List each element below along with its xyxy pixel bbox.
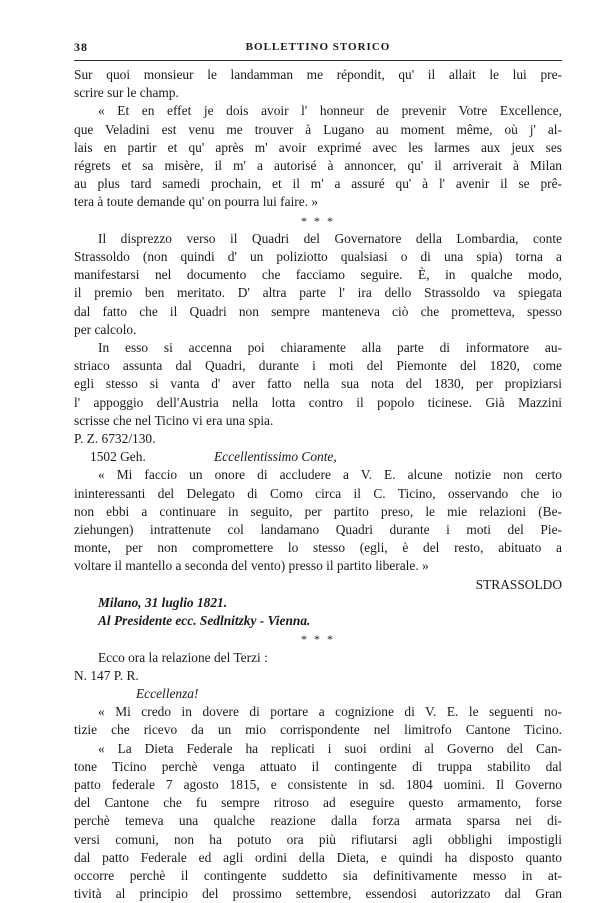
text-line: dal patto Federale ed agli ordini della Dieta, e quindi ha disposto quanto [74, 849, 562, 865]
text-line: del Cantone che fu sempre ritroso ad eseguire questo armamento, forse [74, 795, 562, 811]
text-line: Strassoldo (non quindi d' un poliziotto qualsiasi o di una spia) torna a [74, 249, 562, 265]
document-reference: N. 147 P. R. [74, 667, 139, 683]
text-line: ziehungen) intrattenute col landamano Quadri durante i moti del Pie- [74, 522, 562, 538]
text-line: scrire sur le champ. [74, 85, 179, 101]
document-reference: P. Z. 6732/130. [74, 431, 156, 447]
text-line: « Et en effet je dois avoir l' honneur de prevenir Votre Excellence, [98, 103, 562, 119]
body-text [74, 66, 562, 903]
section-separator: * * * [301, 632, 335, 647]
text-line: monte, per non compromettere lo stesso (egli, è del resto, abituato a [74, 540, 562, 556]
text-line: lais en partir et qu' après m' avoir exprimé avec les larmes aux jeux ses [74, 139, 562, 155]
document-reference [74, 448, 562, 466]
text-line: au plus tard samedi prochain, et il m' a assuré qu' à l' avenir il se prê- [74, 176, 562, 192]
text-line: In esso si accenna poi chiaramente alla parte di informatore au- [98, 340, 562, 356]
running-title: BOLLETTINO STORICO [245, 41, 391, 53]
text-line: occorre perchè il contingente suddetto sia definitivamente messo in at- [74, 867, 562, 883]
text-line: striaco assunta dal Quadri, durante i moti del Piemonte del 1820, come [74, 358, 562, 374]
section-separator: * * * [301, 213, 335, 228]
text-line: egli stesso si vanta d' aver fatto nella sua nota del 1830, per propiziarsi [74, 376, 562, 392]
text-line: ininteressanti del Delegato di Como circa il C. Ticino, osservando che io [74, 485, 562, 501]
text-line: Ecco ora la relazione del Terzi : [98, 649, 268, 665]
text-line: tività al principio del prossimo settembre, essendosi autorizzato dal Gran [74, 886, 562, 902]
salutation: Eccellenza! [136, 685, 199, 701]
text-line: non ebbi a continuare in seguito, per partito preso, le mie relazioni (Be- [74, 503, 562, 519]
text-line: tone Ticino perchè venga attuato il contingente di truppa stabilito dal [74, 758, 562, 774]
text-line: patto federale 7 agosto 1815, e consistente in sd. 1804 uomini. Il Governo [74, 776, 562, 792]
signature-name: STRASSOLDO [475, 576, 562, 592]
text-line: versi comuni, non ha potuto ora più rifiutarsi agli obblighi impostigli [74, 831, 562, 847]
text-line: régrets et sa misère, il m' a autorisé à annoncer, qu' il arriverait à Milan [74, 158, 562, 174]
text-line: Sur quoi monsieur le landamman me répondit, qu' il allait le lui pre- [74, 67, 562, 82]
text-line: tizie che ricevo da un mio corrispondente nel limitrofo Cantone Ticino. [74, 722, 562, 738]
page-number: 38 [74, 40, 88, 54]
salutation: Eccellentissimo Conte, [214, 449, 337, 465]
text-line: dal fatto che il Quadri non sempre manteneva ciò che prometteva, spesso [74, 303, 562, 319]
text-line: « La Dieta Federale ha replicati i suoi ordini al Governo del Can- [98, 740, 562, 756]
addressee: Al Presidente ecc. Sedlnitzky - Vienna. [98, 613, 311, 629]
text-line: manifestarsi nel documento che facciamo seguire. È, in qualche modo, [74, 267, 562, 283]
text-line: per calcolo. [74, 321, 137, 337]
text-line: « Mi faccio un onore di accludere a V. E. alcune notizie non certo [98, 467, 562, 483]
page-header [74, 40, 562, 58]
text-line: l' appoggio dell'Austria nella lotta contro il popolo ticinese. Già Mazzini [74, 394, 562, 410]
dateline: Milano, 31 luglio 1821. [98, 594, 228, 610]
text-line: il premio ben meritato. D' altra parte l' ira dello Strassoldo va spiegata [74, 285, 562, 301]
text-line: scrisse che nel Ticino vi era una spia. [74, 412, 274, 428]
text-line: Il disprezzo verso il Quadri del Governatore della Lombardia, conte [98, 230, 562, 246]
text-line: que Veladini est venu me trouver à Lugano au moment même, où j' al- [74, 121, 562, 137]
text-line: « Mi credo in dovere di portare a cognizione di V. E. le seguenti no- [98, 704, 562, 720]
header-rule [74, 60, 562, 61]
geh-reference: 1502 Geh. [90, 449, 146, 465]
text-line: voltare il mantello a seconda del vento) presso il partito liberale. » [74, 558, 429, 574]
text-line: tera à toute demande qu' on pourra lui faire. » [74, 194, 319, 210]
text-line: perchè temeva una qualche reazione dalla forza armata sparsa nei di- [74, 813, 562, 829]
